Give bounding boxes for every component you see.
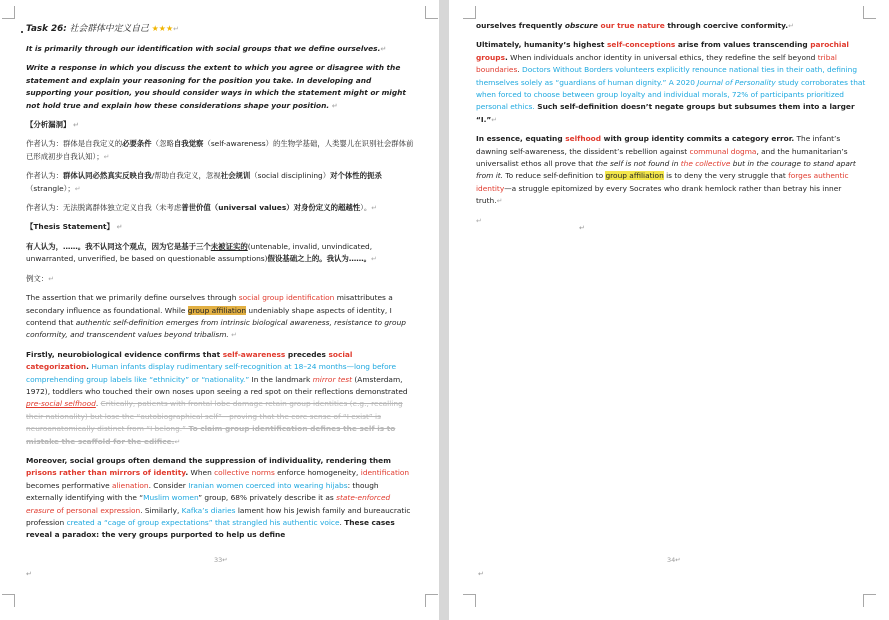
page-right-content (476, 20, 869, 234)
page-corner-mark (2, 6, 15, 19)
paragraph-mark: ↵ (579, 224, 585, 232)
page-corner-mark (863, 6, 876, 19)
page-corner-mark (425, 594, 438, 607)
page-corner-mark (463, 6, 476, 19)
essay-paragraph-5: In essence, equating selfhood with group identity commits a category error. The infant’s dawning self-awareness, the dissident’s rebellion against communal dogma, and the humanitarian’s universalist ethos all prove that the self is not found in the collective but in the courage to stand apart from it. To reduce self-definition to group affiliation is to deny the very struggle that forges authentic identity—a struggle epitomized by every Socrates who drank hemlock rather than betray his inner truth.↵ (476, 134, 856, 206)
page-corner-mark (463, 594, 476, 607)
star-rating-icon: ★★★ (151, 24, 174, 33)
prompt-statement: It is primarily through our identification with social groups that we define ourselves.↵ (26, 44, 387, 53)
analysis-item: 作者认为：群体认同必然真实反映自我/帮助自我定义，忽视社会规训（social disciplining）对个体性的扼杀（strangle）；↵ (26, 171, 382, 193)
essay-paragraph-4: Ultimately, humanity’s highest self-conceptions arise from values transcending parochial groups. When individuals anchor identity in universal ethics, they redefine the self beyond tribal boundaries. Doctors Without Borders volunteers explicitly renounce national ties in their oath, defining themselves solely as “guardians of human dignity.” A 2020 Journal of Personality study corroborates that when forced to choose between group loyalty and individual morals, 72% of participants prioritized personal ethics. Such self-definition doesn’t negate groups but subsumes them into a larger “I.”↵ (476, 40, 866, 124)
essay-paragraph-3-continued: ourselves frequently obscure our true nature through coercive conformity.↵ (476, 21, 794, 30)
thesis-heading: 【Thesis Statement】 ↵ (26, 222, 123, 232)
essay-paragraph-1: The assertion that we primarily define ourselves through social group identification misattributes a secondary influence as foundational. While group affiliation undeniably shape aspects of identity, I contend that authentic self-definition emerges from intrinsic biological awareness, resistance to group conformity, and transcendent values beyond tribalism. ↵ (26, 293, 406, 340)
essay-paragraph-2: Firstly, neurobiological evidence confirms that self-awareness precedes social categorization. Human infants display rudimentary self-recognition at 18–24 months—long before comprehending group labels like “ethnicity” or “nationality.” In the landmark mirror test (Amsterdam, 1972), toddlers who touched their own noses upon seeing a red spot on their reflections demonstrated pre-social selfhood. Critically, patients with frontal lobe damage retain group identities (e.g., recalling their nationality) but lose the “autobiographical self”—proving that the core sense of “I exist” is neuroanatomically distinct from “I belong.” To claim group identification defines the self is to mistake the scaffold for the edifice.↵ (26, 349, 408, 446)
page-corner-mark (2, 594, 15, 607)
page-gap (439, 0, 449, 620)
analysis-item: 作者认为：群体是自我定义的必要条件（忽略自我觉察（self-awareness）的生物学基础，人类婴儿在识别社会群体前已形成初步自我认知）；↵ (26, 139, 414, 161)
prompt-instructions: Write a response in which you discuss the extent to which you agree or disagree with the statement and explain your reasoning for the position you take. In developing and supporting your position, you should consider ways in which the statement might or might not hold true and explain how these considerations shape your position. ↵ (26, 63, 406, 110)
paragraph-mark: ↵ (476, 216, 482, 225)
paragraph-mark: ↵ (478, 570, 484, 578)
document-page-right (449, 0, 889, 620)
page-corner-mark (425, 6, 438, 19)
essay-paragraph-3: Moreover, social groups often demand the suppression of individuality, rendering them prisons rather than mirrors of identity. When collective norms enforce homogeneity, identification becomes performative alienation. Consider Iranian women coerced into wearing hijabs: though externally identifying with the “Muslim women” group, 68% privately describe it as state-enforced erasure of personal expression. Similarly, Kafka’s diaries lament how his Jewish family and bureaucratic profession created a “cage of group expectations” that strangled his authentic voice. These cases reveal a paradox: the very groups purported to help us define (26, 455, 411, 540)
page-number: 33↵ (214, 556, 228, 564)
thesis-statement: 有人认为，……。我不认同这个观点，因为它是基于三个未被证实的(untenable, invalid, unvindicated, unwarranted, unverified, be based on questionable assumptions)假设基础之上的。我认为……。↵ (26, 241, 377, 264)
page-left-content (26, 22, 417, 549)
example-label: 例文：↵ (26, 273, 55, 283)
task-heading: Task 26: 社会群体中定义自己 ★★★↵ (26, 24, 179, 34)
task-title: 社会群体中定义自己 (69, 24, 149, 34)
document-page-left (0, 0, 439, 620)
analysis-item: 作者认为：无法脱离群体独立定义自我（未考虑普世价值（universal values）对身份定义的超越性）。↵ (26, 203, 378, 213)
task-label: Task 26: (26, 24, 67, 34)
page-corner-mark (863, 594, 876, 607)
page-number: 34↵ (667, 556, 681, 564)
bullet-dot (21, 31, 23, 33)
paragraph-mark: ↵ (26, 570, 32, 578)
analysis-heading: 【分析漏洞】 ↵ (26, 120, 79, 130)
